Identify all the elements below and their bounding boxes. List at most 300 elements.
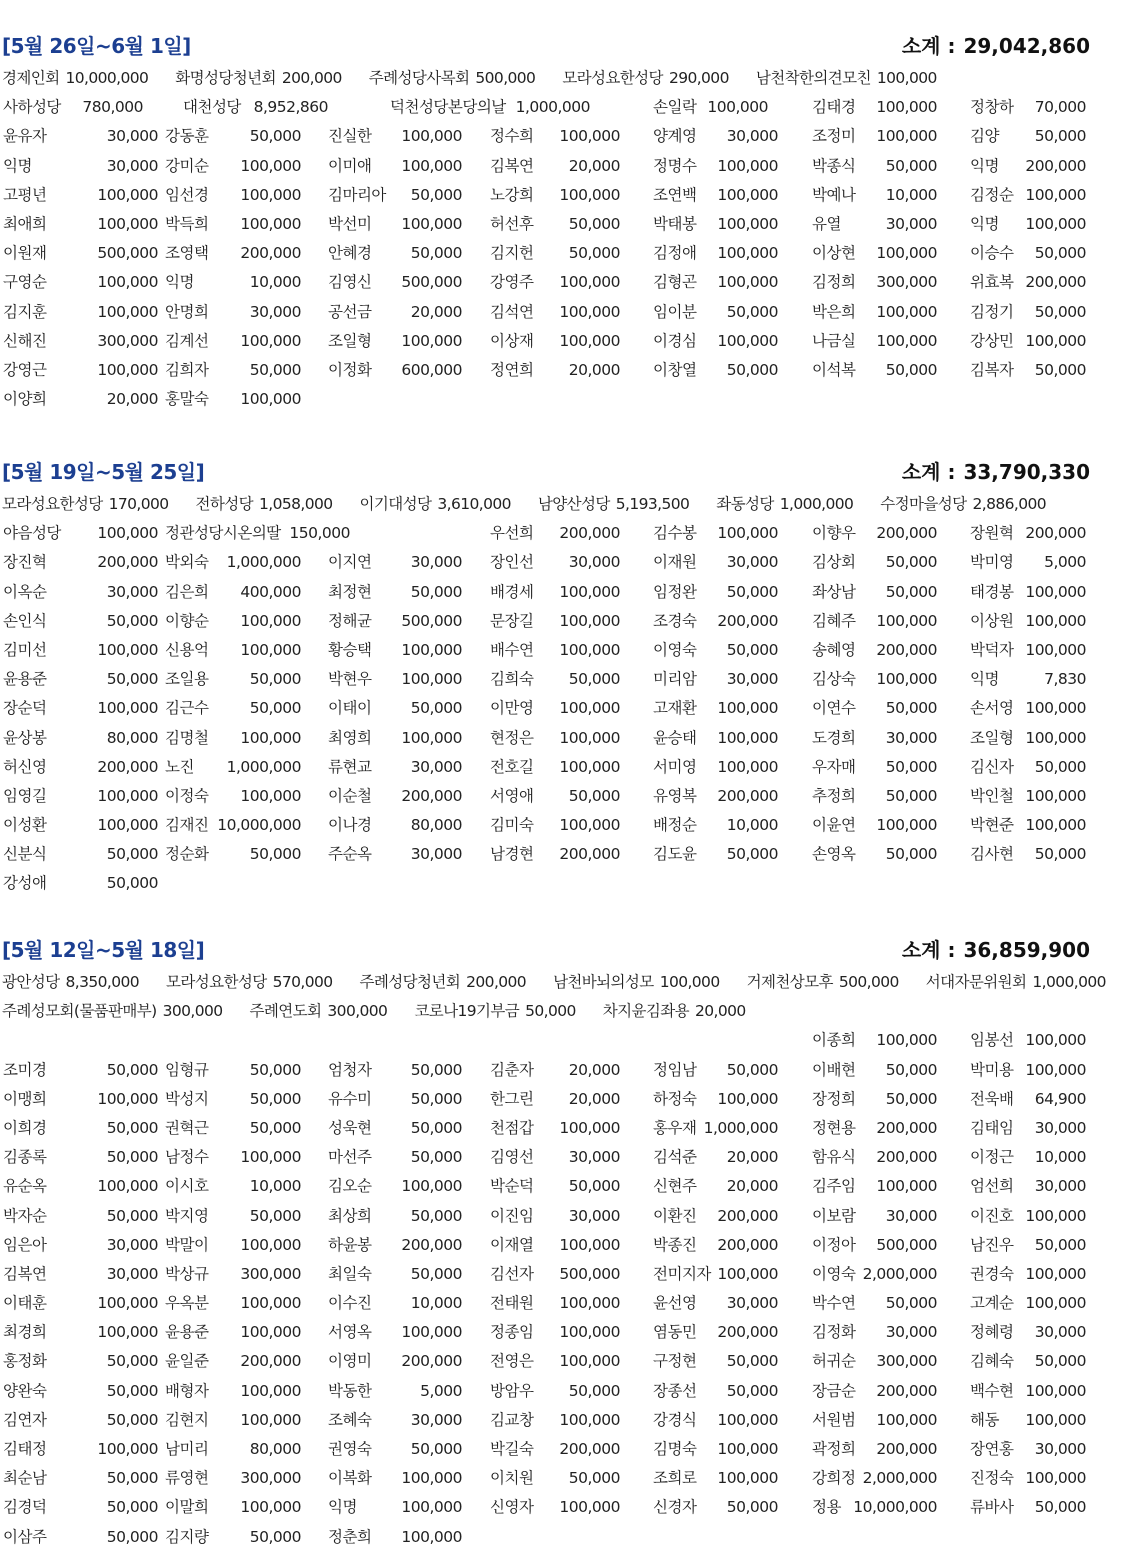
- donor-name: 주순옥: [328, 845, 372, 864]
- donation-entry: [165, 665, 301, 693]
- donation-section-may26-jun1: [0, 30, 1096, 414]
- donor-name: 신경자: [653, 1498, 697, 1517]
- donation-amount: 80,000: [249, 1440, 301, 1458]
- donor-name: 신분식: [3, 845, 47, 864]
- donation-amount: 100,000: [876, 1031, 937, 1050]
- donation-amount: 100,000: [717, 1264, 778, 1283]
- donation-entry: [812, 1260, 937, 1288]
- donor-name: 공선금: [328, 302, 372, 321]
- donation-amount: 50,000: [249, 127, 301, 146]
- donation-amount: 300,000: [240, 1469, 301, 1488]
- donation-entry: [812, 1435, 937, 1463]
- donor-name: 배형자: [165, 1381, 209, 1400]
- donation-amount: 50,000: [1034, 360, 1086, 379]
- donor-name: 노강희: [490, 185, 534, 204]
- donation-amount: 100,000: [559, 331, 620, 350]
- donation-entry: [3, 239, 158, 267]
- donor-name: 이석복: [812, 360, 856, 379]
- donation-entry: [812, 356, 937, 384]
- donation-entry: [165, 1435, 301, 1463]
- donation-entry: [812, 724, 937, 752]
- donation-entry: [653, 607, 778, 635]
- donation-amount: 100,000: [1025, 699, 1086, 718]
- donor-name: 전미지자: [653, 1264, 711, 1283]
- donor-name: 이재원: [653, 553, 697, 572]
- donation-entry: [970, 152, 1086, 180]
- donor-name: 양완숙: [3, 1381, 47, 1400]
- donor-name: 이진호: [970, 1206, 1014, 1225]
- donation-entry: [328, 1523, 462, 1551]
- donation-entry: [175, 69, 342, 87]
- donation-amount: 30,000: [106, 127, 158, 146]
- donation-entry: [970, 210, 1086, 238]
- donation-amount: 50,000: [410, 185, 462, 204]
- donor-name: 야음성당: [3, 524, 61, 543]
- donation-entry: [3, 356, 158, 384]
- donor-name: 강영주: [490, 273, 534, 292]
- donation-amount: 100,000: [401, 214, 462, 233]
- donation-amount: 500,000: [876, 1235, 937, 1254]
- donation-entry: [716, 495, 853, 513]
- donation-entry: [970, 239, 1086, 267]
- donor-name: 이지연: [328, 553, 372, 572]
- donation-amount: 100,000: [559, 273, 620, 292]
- donation-amount: 50,000: [726, 582, 778, 601]
- donor-name: 김교창: [490, 1410, 534, 1429]
- donor-name: 김태정: [3, 1440, 47, 1458]
- subtotal-label: 소계 :: [901, 34, 956, 58]
- donor-row: [0, 268, 1096, 297]
- donor-row: [0, 1493, 1096, 1522]
- donor-name: 강미순: [165, 156, 209, 175]
- donation-amount: 100,000: [1025, 1264, 1086, 1283]
- donation-entry: [250, 1002, 388, 1020]
- donor-name: 김정화: [812, 1323, 856, 1342]
- donation-entry: [812, 1464, 937, 1492]
- donor-name: 이옥순: [3, 582, 47, 601]
- donation-amount: 50,000: [1034, 127, 1086, 146]
- donation-amount: 400,000: [240, 582, 301, 601]
- donor-name: 김계선: [165, 331, 209, 350]
- donor-name: 남천착한의견모친: [755, 69, 871, 87]
- donation-amount: 200,000: [717, 611, 778, 630]
- donor-name: 마선주: [328, 1148, 372, 1167]
- donation-entry: [970, 181, 1086, 209]
- donation-amount: 100,000: [717, 1410, 778, 1429]
- donation-entry: [165, 122, 301, 150]
- donation-amount: 1,000,000: [226, 553, 301, 572]
- donation-entry: [328, 1464, 462, 1492]
- donor-name: 경제인회: [2, 69, 60, 87]
- donor-row: [0, 210, 1096, 239]
- donor-name: 전호길: [490, 757, 534, 776]
- donation-entry: [653, 1202, 778, 1230]
- donor-row: [0, 1085, 1096, 1114]
- donation-entry: [812, 1114, 937, 1142]
- donation-amount: 50,000: [106, 611, 158, 630]
- donation-entry: [812, 268, 937, 296]
- donor-name: 김춘자: [490, 1060, 534, 1079]
- donation-entry: [3, 1231, 158, 1259]
- donation-entry: [812, 1026, 937, 1054]
- donor-name: 류현교: [328, 757, 372, 776]
- donation-entry: [653, 181, 778, 209]
- donor-row: [0, 1318, 1096, 1347]
- donor-name: 박자순: [3, 1206, 47, 1225]
- donation-amount: 200,000: [559, 1440, 620, 1458]
- donation-entry: [3, 181, 158, 209]
- donation-amount: 100,000: [97, 786, 158, 805]
- donor-name: 추정희: [812, 786, 856, 805]
- donor-name: 장연홍: [970, 1440, 1014, 1458]
- section-subtotal: [902, 934, 1090, 963]
- donation-entry: [653, 1493, 778, 1521]
- donation-amount: 100,000: [717, 1089, 778, 1108]
- donor-name: 신영자: [490, 1498, 534, 1517]
- donor-name: 조희로: [653, 1469, 697, 1488]
- donation-entry: [328, 665, 462, 693]
- donor-name: 유영복: [653, 786, 697, 805]
- donation-amount: 50,000: [1034, 1352, 1086, 1371]
- donation-amount: 30,000: [106, 156, 158, 175]
- donation-entry: [414, 1002, 575, 1020]
- donation-entry: [490, 181, 620, 209]
- donor-name: 김수봉: [653, 524, 697, 543]
- donation-amount: 30,000: [1034, 1323, 1086, 1342]
- donor-name: 익명: [3, 156, 32, 175]
- donation-entry: [490, 1085, 620, 1113]
- donation-amount: 50,000: [568, 214, 620, 233]
- donation-amount: 100,000: [401, 728, 462, 747]
- donation-amount: 7,830: [1044, 670, 1086, 689]
- donation-entry: [653, 327, 778, 355]
- donation-amount: 100,000: [401, 331, 462, 350]
- donor-name: 이정화: [328, 360, 372, 379]
- donation-amount: 50,000: [106, 1527, 158, 1546]
- donor-row: [0, 1056, 1096, 1085]
- donor-name: 윤용준: [165, 1323, 209, 1342]
- donation-entry: [3, 268, 158, 296]
- donation-amount: 20,000: [568, 1060, 620, 1079]
- donation-amount: 30,000: [410, 757, 462, 776]
- donor-name: 이영미: [328, 1352, 372, 1371]
- donation-amount: 500,000: [401, 611, 462, 630]
- donor-name: 김영선: [490, 1148, 534, 1167]
- donation-entry: [328, 782, 462, 810]
- donation-entry: [490, 782, 620, 810]
- donor-name: 덕천성당본당의날: [390, 98, 506, 117]
- donor-row: [0, 1231, 1096, 1260]
- donation-amount: 100,000: [240, 1323, 301, 1342]
- donation-entry: [165, 636, 301, 664]
- donation-entry: [970, 1289, 1086, 1317]
- donor-name: 천점갑: [490, 1118, 534, 1137]
- donation-amount: 20,000: [106, 390, 158, 409]
- donation-amount: 30,000: [106, 1235, 158, 1254]
- donor-name: 김상숙: [812, 670, 856, 689]
- donation-amount: 100,000: [717, 156, 778, 175]
- donation-entry: [812, 181, 937, 209]
- donation-amount: 100,000: [1025, 1060, 1086, 1079]
- donor-name: 최영희: [328, 728, 372, 747]
- donor-row: [0, 356, 1096, 385]
- donor-name: 전영은: [490, 1352, 534, 1371]
- donor-name: 이성환: [3, 816, 47, 835]
- donation-entry: [490, 1289, 620, 1317]
- donation-amount: 10,000,000: [65, 69, 149, 87]
- donation-entry: [490, 1143, 620, 1171]
- donor-name: 태경봉: [970, 582, 1014, 601]
- donation-amount: 50,000: [726, 1498, 778, 1517]
- donation-amount: 50,000: [1034, 1235, 1086, 1254]
- donor-name: 이영숙: [653, 640, 697, 659]
- section-header: [0, 456, 1096, 490]
- donation-entry: [3, 1172, 158, 1200]
- donation-entry: [165, 1085, 301, 1113]
- donor-name: 권영숙: [328, 1440, 372, 1458]
- donation-amount: 10,000: [410, 1294, 462, 1313]
- donation-entry: [603, 1002, 746, 1020]
- donation-entry: [490, 665, 620, 693]
- donation-entry: [165, 239, 301, 267]
- donation-amount: 50,000: [249, 1206, 301, 1225]
- donor-row: [0, 840, 1096, 869]
- donor-name: 박현우: [328, 670, 372, 689]
- donor-name: 배정순: [653, 816, 697, 835]
- donation-entry: [653, 811, 778, 839]
- donation-amount: 300,000: [327, 1002, 388, 1021]
- donor-name: 홍정화: [3, 1352, 47, 1371]
- donor-name: 코로나19기부금: [414, 1002, 520, 1021]
- donor-name: 남양산성당: [537, 495, 610, 513]
- donation-entry: [812, 1347, 937, 1375]
- donor-name: 이보람: [812, 1206, 856, 1225]
- donor-name: 권혁근: [165, 1118, 209, 1137]
- donor-name: 박동한: [328, 1381, 372, 1400]
- donor-name: 이태이: [328, 699, 372, 718]
- donor-name: 황승택: [328, 640, 372, 659]
- donation-entry: [3, 1493, 158, 1521]
- donation-amount: 200,000: [876, 1118, 937, 1137]
- donor-name: 신현주: [653, 1177, 697, 1196]
- donor-row: [0, 869, 1096, 898]
- donation-entry: [328, 327, 462, 355]
- section-title: [5월 26일~6월 1일]: [2, 34, 191, 58]
- donor-name: 김정순: [970, 185, 1014, 204]
- donation-amount: 50,000: [106, 1148, 158, 1167]
- donation-amount: 20,000: [568, 1089, 620, 1108]
- donor-name: 김도윤: [653, 845, 697, 864]
- donation-entry: [970, 1493, 1086, 1521]
- donation-entry: [970, 753, 1086, 781]
- donation-amount: 100,000: [240, 390, 301, 409]
- donation-amount: 100,000: [1025, 1410, 1086, 1429]
- donation-entry: [3, 753, 158, 781]
- donation-amount: 50,000: [726, 302, 778, 321]
- donation-amount: 100,000: [876, 611, 937, 630]
- donation-entry: [165, 578, 301, 606]
- donor-name: 윤유자: [3, 127, 47, 146]
- donation-entry: [490, 753, 620, 781]
- donor-name: 이윤연: [812, 816, 856, 835]
- donation-entry: [970, 1114, 1086, 1142]
- donation-entry: [490, 724, 620, 752]
- donation-amount: 200,000: [401, 1352, 462, 1371]
- donation-amount: 10,000: [249, 1177, 301, 1196]
- section-header: [0, 30, 1096, 64]
- donation-amount: 300,000: [97, 331, 158, 350]
- donation-amount: 170,000: [108, 495, 169, 513]
- subtotal-label: 소계 :: [901, 460, 956, 484]
- donation-amount: 50,000: [410, 1089, 462, 1108]
- donor-name: 최애희: [3, 214, 47, 233]
- donation-entry: [3, 1085, 158, 1113]
- donation-amount: 100,000: [240, 1148, 301, 1167]
- donation-amount: 100,000: [1025, 1294, 1086, 1313]
- donation-amount: 50,000: [410, 244, 462, 263]
- donor-name: 장진혁: [3, 553, 47, 572]
- donor-name: 김영신: [328, 273, 372, 292]
- donation-amount: 100,000: [1025, 728, 1086, 747]
- donation-amount: 100,000: [97, 640, 158, 659]
- donation-amount: 50,000: [249, 1527, 301, 1546]
- donation-amount: 100,000: [559, 1294, 620, 1313]
- donation-entry: [490, 327, 620, 355]
- donation-amount: 100,000: [97, 524, 158, 543]
- donation-amount: 100,000: [717, 524, 778, 543]
- donation-entry: [653, 298, 778, 326]
- donation-entry: [970, 636, 1086, 664]
- donation-entry: [653, 578, 778, 606]
- donor-name: 박태봉: [653, 214, 697, 233]
- donor-name: 해동: [970, 1410, 999, 1429]
- donation-entry: [653, 1464, 778, 1492]
- donation-amount: 50,000: [249, 1118, 301, 1137]
- donor-name: 엄선희: [970, 1177, 1014, 1196]
- donation-entry: [328, 1202, 462, 1230]
- donation-entry: [165, 694, 301, 722]
- donation-entry: [490, 811, 620, 839]
- donation-entry: [490, 122, 620, 150]
- donation-entry: [970, 1377, 1086, 1405]
- donation-entry: [490, 356, 620, 384]
- donor-name: 김오순: [328, 1177, 372, 1196]
- donation-entry: [3, 122, 158, 150]
- donation-amount: 20,000: [726, 1177, 778, 1196]
- donation-entry: [970, 327, 1086, 355]
- donation-entry: [653, 1114, 778, 1142]
- donation-amount: 50,000: [410, 1440, 462, 1458]
- donor-name: 조미경: [3, 1060, 47, 1079]
- donation-entry: [165, 1347, 301, 1375]
- donation-entry: [653, 665, 778, 693]
- donor-name: 정해균: [328, 611, 372, 630]
- donor-name: 박말이: [165, 1235, 209, 1254]
- donation-amount: 100,000: [707, 98, 768, 117]
- donation-entry: [165, 385, 301, 413]
- donor-name: 진실한: [328, 127, 372, 146]
- donation-amount: 100,000: [559, 611, 620, 630]
- donation-entry: [490, 694, 620, 722]
- donor-name: 이환진: [653, 1206, 697, 1225]
- donor-name: 이수진: [328, 1294, 372, 1313]
- donor-name: 이연수: [812, 699, 856, 718]
- donation-amount: 30,000: [249, 302, 301, 321]
- section-subtotal: [902, 30, 1090, 59]
- donation-amount: 100,000: [401, 127, 462, 146]
- donation-entry: [165, 1172, 301, 1200]
- donation-entry: [970, 1435, 1086, 1463]
- donation-amount: 100,000: [559, 1323, 620, 1342]
- donation-entry: [812, 1377, 937, 1405]
- donation-entry: [970, 607, 1086, 635]
- donation-amount: 50,000: [885, 1060, 937, 1079]
- donor-name: 박인철: [970, 786, 1014, 805]
- donor-name: 김근수: [165, 699, 209, 718]
- donation-entry: [328, 210, 462, 238]
- donation-entry: [653, 782, 778, 810]
- donation-amount: 150,000: [289, 524, 350, 543]
- donor-name: 임정완: [653, 582, 697, 601]
- donor-name: 조일용: [165, 670, 209, 689]
- donation-amount: 50,000: [726, 845, 778, 864]
- donation-amount: 100,000: [97, 185, 158, 204]
- donor-name: 김주임: [812, 1177, 856, 1196]
- donor-name: 윤승태: [653, 728, 697, 747]
- donor-row: [0, 1143, 1096, 1172]
- donor-name: 박미용: [970, 1060, 1014, 1079]
- donation-amount: 30,000: [568, 553, 620, 572]
- donation-amount: 100,000: [876, 670, 937, 689]
- donation-amount: 50,000: [568, 1177, 620, 1196]
- donation-entry: [970, 724, 1086, 752]
- donor-name: 김현지: [165, 1410, 209, 1429]
- donation-amount: 100,000: [876, 98, 937, 117]
- donation-amount: 100,000: [559, 185, 620, 204]
- donor-name: 서대자문위원회: [925, 973, 1027, 991]
- donation-entry: [328, 268, 462, 296]
- donation-entry: [165, 1143, 301, 1171]
- org-donation-row: [0, 490, 1096, 519]
- donor-name: 진정숙: [970, 1469, 1014, 1488]
- donor-name: 박득희: [165, 214, 209, 233]
- donation-amount: 100,000: [717, 728, 778, 747]
- donor-row: [0, 1464, 1096, 1493]
- donor-name: 최순남: [3, 1469, 47, 1488]
- donation-entry: [3, 782, 158, 810]
- donor-name: 성욱현: [328, 1118, 372, 1137]
- donation-section-may19-may25: [0, 456, 1096, 899]
- donation-entry: [490, 519, 620, 547]
- donation-amount: 100,000: [717, 699, 778, 718]
- donor-name: 구정현: [653, 1352, 697, 1371]
- donation-amount: 100,000: [559, 1118, 620, 1137]
- donation-amount: 200,000: [240, 244, 301, 263]
- donation-entry: [328, 1347, 462, 1375]
- donor-name: 김연자: [3, 1410, 47, 1429]
- donation-entry: [165, 1231, 301, 1259]
- donation-entry: [165, 1493, 301, 1521]
- donation-amount: 50,000: [106, 1469, 158, 1488]
- donation-amount: 500,000: [838, 973, 899, 991]
- donation-entry: [3, 724, 158, 752]
- donation-amount: 50,000: [568, 1469, 620, 1488]
- donation-amount: 200,000: [240, 1352, 301, 1371]
- donor-row: [0, 298, 1096, 327]
- donation-entry: [812, 1493, 937, 1521]
- donor-name: 서미영: [653, 757, 697, 776]
- donation-entry: [490, 1231, 620, 1259]
